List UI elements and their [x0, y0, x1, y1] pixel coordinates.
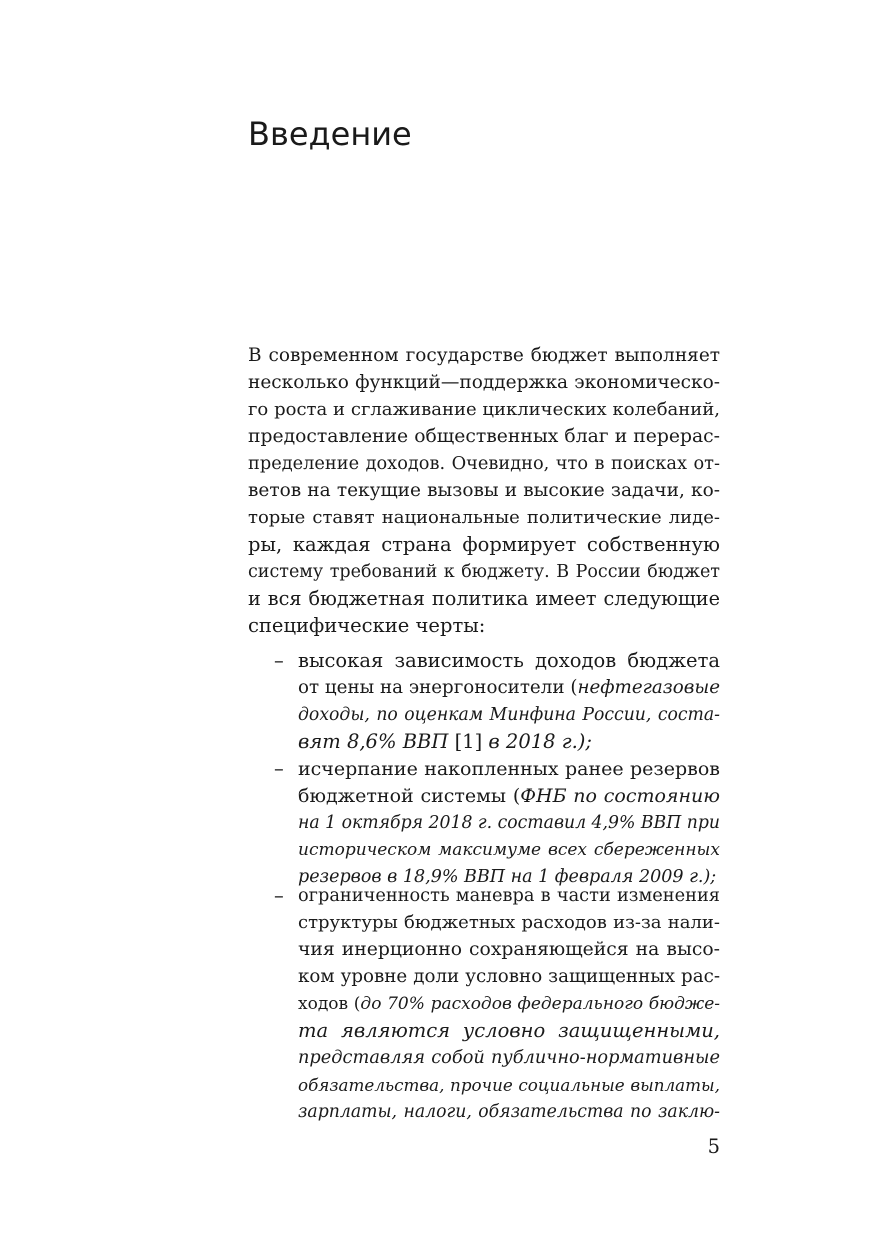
list-item-line: зарплаты, налоги, обязательства по заклю- — [298, 1102, 720, 1122]
intro-line: В современном государстве бюджет выполняет — [248, 345, 720, 366]
list-item-line: структуры бюджетных расходов из-за нали- — [298, 912, 720, 933]
page-number: 5 — [707, 1135, 720, 1158]
list-item-line — [298, 991, 720, 1017]
list-marker: – — [274, 649, 284, 672]
list-marker: – — [274, 884, 284, 907]
list-item-text: ходов ( — [298, 994, 361, 1014]
list-item-line: та являются условно защищенными, — [298, 1019, 720, 1042]
list-item-line: на 1 октября 2018 г. составил 4,9% ВВП при — [298, 813, 721, 833]
list-item-line — [298, 783, 720, 809]
list-item-text-italic: нефтегазовые — [577, 677, 720, 698]
intro-line: торые ставят национальные политические лиде- — [248, 507, 720, 528]
intro-line: ветов на текущие вызовы и высокие задачи, ко- — [248, 480, 720, 501]
intro-line: го роста и сглаживание циклических колебаний, — [248, 399, 720, 420]
list-item-text: от цены на энергоносители ( — [298, 677, 578, 698]
list-item-line: резервов в 18,9% ВВП на 1 февраля 2009 г.); — [298, 867, 717, 887]
intro-line: предоставление общественных благ и перерас- — [248, 426, 720, 447]
list-item-line: чия инерционно сохраняющейся на высо- — [298, 939, 720, 960]
list-item-text-italic: в 2018 г.); — [482, 730, 592, 753]
list-item-line — [298, 729, 720, 755]
chapter-title: Введение — [248, 115, 412, 153]
list-item-line: представляя собой публично-нормативные — [298, 1048, 720, 1068]
list-marker: – — [274, 757, 284, 780]
intro-line: специфические черты: — [248, 614, 486, 637]
list-item-text-italic: ФНБ по состоянию — [520, 785, 720, 807]
list-item-line: историческом максимуме всех сбереженных — [298, 840, 720, 860]
citation-ref: [1] — [454, 730, 483, 753]
list-item-line: ком уровне доли условно защищенных рас- — [298, 966, 720, 987]
list-item-line: высокая зависимость доходов бюджета — [298, 649, 720, 672]
list-item-text-italic: до 70% расходов федерального бюдже- — [360, 994, 720, 1014]
list-item-line: доходы, по оценкам Минфина России, соста- — [298, 705, 720, 725]
intro-line: ры, каждая страна формирует собственную — [248, 533, 720, 556]
list-item-text: бюджетной системы ( — [298, 785, 521, 807]
intro-line: пределение доходов. Очевидно, что в поисках от- — [248, 454, 720, 474]
list-item-line: обязательства, прочие социальные выплаты, — [298, 1075, 720, 1095]
list-item-line: исчерпание накопленных ранее резервов — [298, 758, 720, 780]
list-item-text-italic: вят 8,6% ВВП — [298, 730, 455, 753]
intro-line: и вся бюджетная политика имеет следующие — [248, 587, 720, 610]
list-item-line — [298, 675, 720, 701]
list-item-line: ограниченность маневра в части изменения — [298, 886, 720, 906]
intro-line: несколько функций—поддержка экономическо- — [248, 372, 720, 393]
intro-line: систему требований к бюджету. В России бюджет — [248, 562, 720, 582]
